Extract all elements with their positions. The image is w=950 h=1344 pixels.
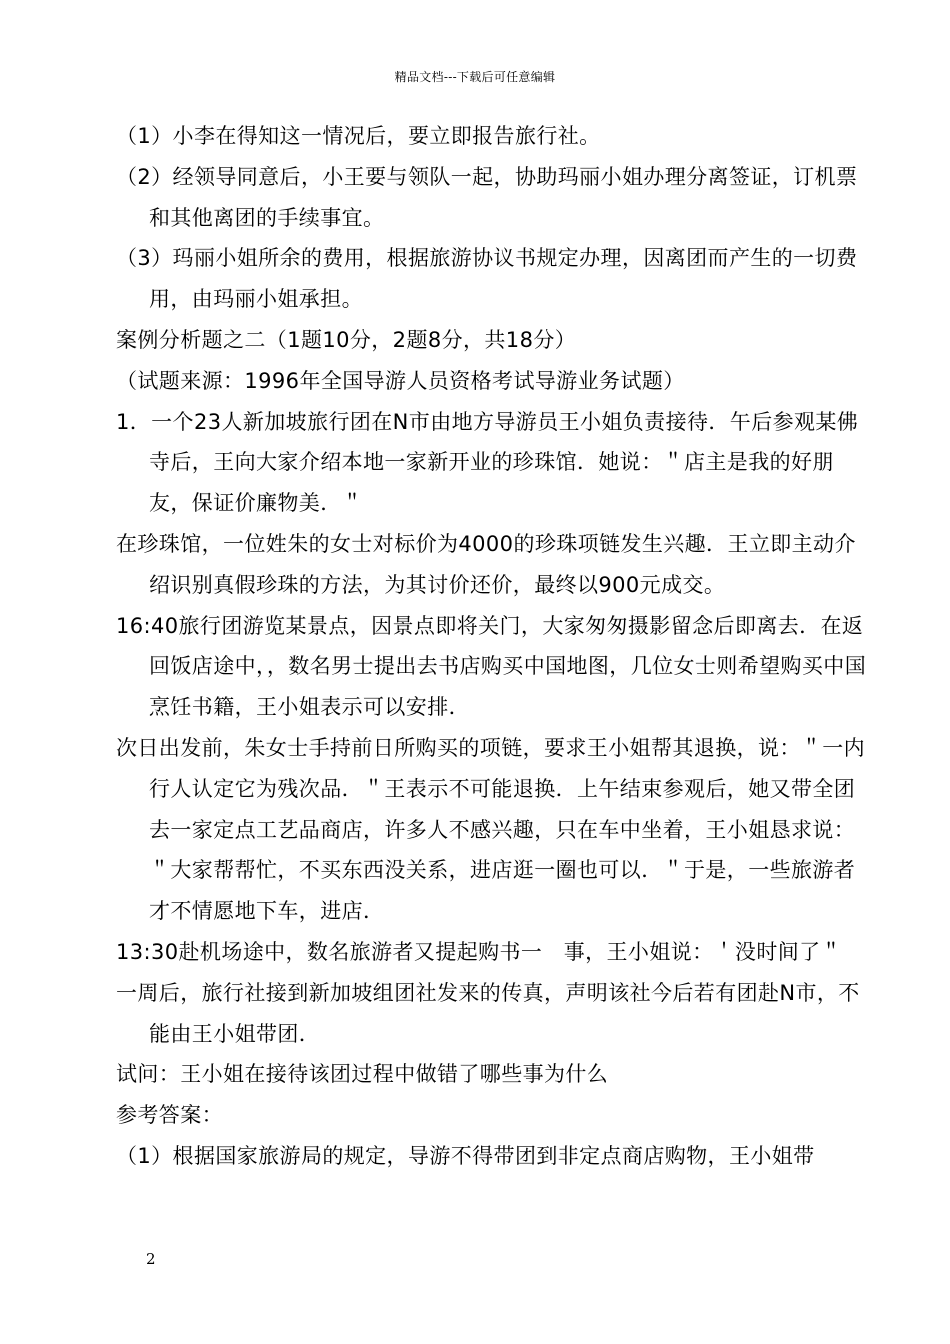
question-source: （试题来源：1996年全国导游人员资格考试导游业务试题） xyxy=(116,368,685,393)
case-paragraph-1: 1．一个23人新加坡旅行团在N市由地方导游员王小姐负责接待．午后参观某佛寺后，王向大家介绍本地一家新开业的珍珠馆．她说：＂店主是我的好朋友，保证价廉物美．＂ xyxy=(116,409,859,516)
paragraph-answer-2: （2）经领导同意后，小王要与领队一起，协助玛丽小姐办理分离签证，订机票和其他离团的手续事宜。 xyxy=(116,164,858,230)
page-number: 2 xyxy=(146,1250,156,1268)
question-prompt: 试问：王小姐在接待该团过程中做错了哪些事为什么 xyxy=(116,1062,609,1087)
case-paragraph-5: 13:30赴机场途中，数名旅游者又提起购书一 事，王小姐说：＇没时间了＂ xyxy=(116,939,842,964)
paragraph-answer-3: （3）玛丽小姐所余的费用，根据旅游协议书规定办理，因离团而产生的一切费用，由玛丽小姐承担。 xyxy=(116,246,858,312)
reference-answer-1: （1）根据国家旅游局的规定，导游不得带团到非定点商店购物，王小姐带 xyxy=(116,1143,815,1168)
page-header: 精品文档---下载后可任意编辑 xyxy=(394,70,556,84)
case-paragraph-2: 在珍珠馆，一位姓朱的女士对标价为4000的珍珠项链发生兴趣．王立即主动介绍识别真假珍珠的方法，为其讨价还价，最终以900元成交。 xyxy=(116,531,856,597)
paragraph-answer-1: （1）小李在得知这一情况后，要立即报告旅行社。 xyxy=(116,124,601,148)
case-paragraph-4: 次日出发前，朱女士手持前日所购买的项链，要求王小姐帮其退换，说：＂一内行人认定它为残次品．＂王表示不可能退换．上午结束参观后，她又带全团去一家定点工艺品商店，许多人不感兴趣，只在车中坐着，王小姐恳求说：＂大家帮帮忙，不买东西没关系，进店逛一圈也可以．＂于是，一些旅游者才不情愿地下车，进店． xyxy=(116,735,865,924)
case-paragraph-6: 一周后，旅行社接到新加坡组团社发来的传真，声明该社今后若有团赴N市，不能由王小姐带团． xyxy=(116,980,860,1046)
document-body xyxy=(116,116,876,1177)
case-analysis-heading: 案例分析题之二（1题10分，2题8分，共18分） xyxy=(116,327,577,352)
reference-answer-heading: 参考答案： xyxy=(116,1103,223,1128)
case-paragraph-3: 16:40旅行团游览某景点，因景点即将关门，大家匆匆摄影留念后即离去．在返回饭店途中，，数名男士提出去书店购买中国地图，几位女士则希望购买中国烹饪书籍，王小姐表示可以安排． xyxy=(116,613,867,720)
